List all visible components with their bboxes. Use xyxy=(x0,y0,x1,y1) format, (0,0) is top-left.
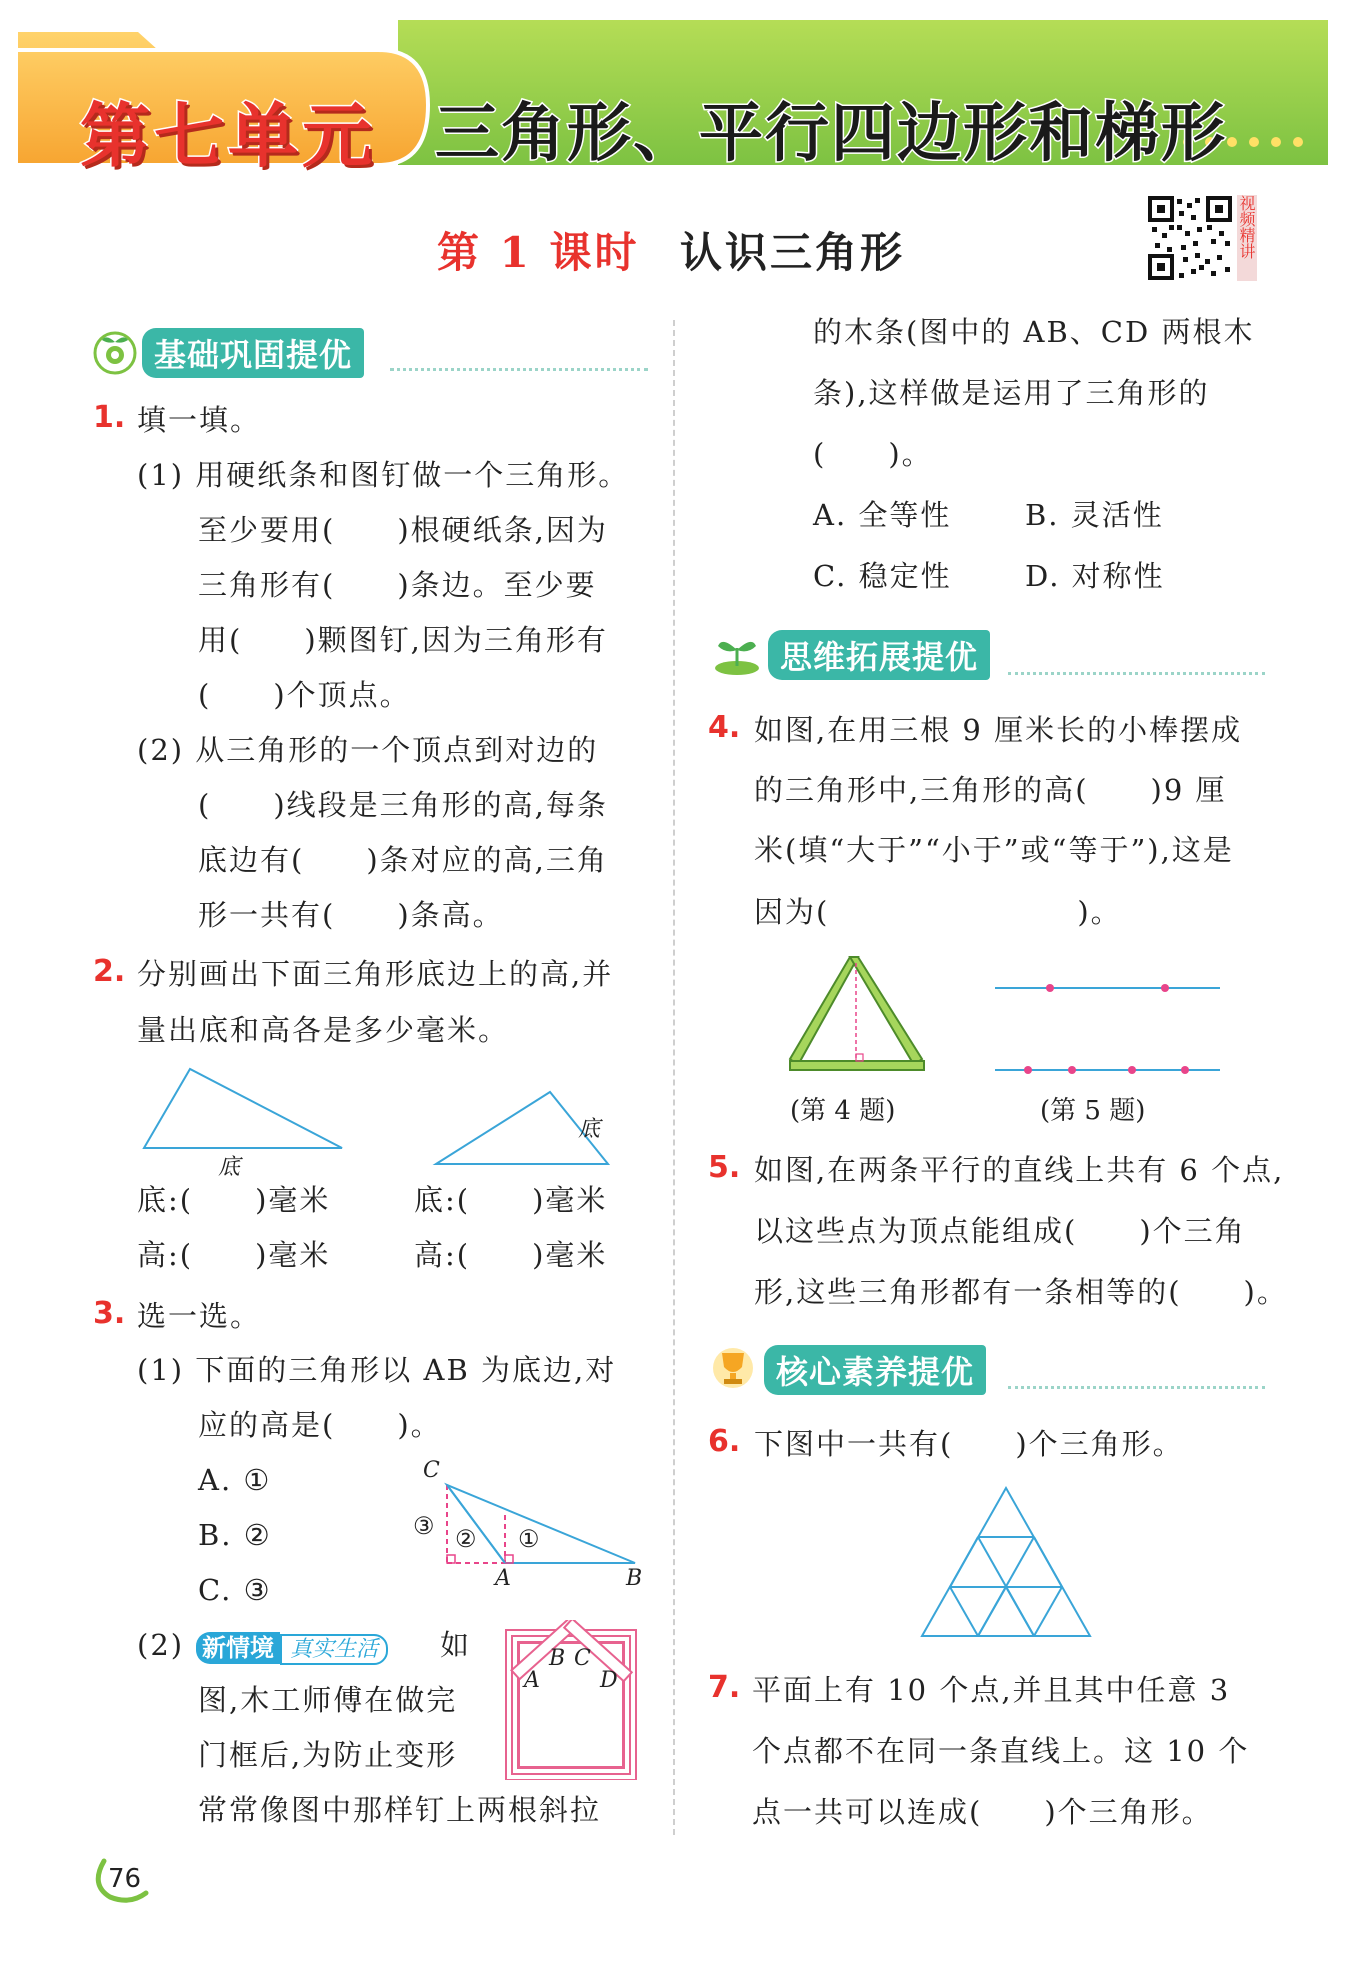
q7-line1: 平面上有 10 个点,并且其中任意 3 xyxy=(752,1673,1231,1707)
section-basic-title: 基础巩固提优 xyxy=(142,328,364,378)
lesson-title: 认识三角形 xyxy=(680,228,906,277)
vertex-a-label: A xyxy=(495,1566,511,1591)
q2-base-answer-1: 底:( )毫米 xyxy=(137,1183,331,1217)
q4-line2: 的三角形中,三角形的高( )9 厘 xyxy=(754,773,1227,807)
q7-line2: 个点都不在同一条直线上。这 10 个 xyxy=(752,1734,1250,1768)
q1-p1-line1: (1) 用硬纸条和图钉做一个三角形。 xyxy=(137,458,630,492)
height-1-label: ① xyxy=(518,1525,540,1553)
q3-option-b: B. ② xyxy=(198,1518,272,1552)
qr-code[interactable] xyxy=(1147,195,1259,281)
question-number: 7. xyxy=(708,1670,741,1705)
q3-option2-d: D. 对称性 xyxy=(1025,559,1165,593)
question-number: 3. xyxy=(93,1296,126,1331)
q5-line1: 如图,在两条平行的直线上共有 6 个点, xyxy=(754,1153,1285,1187)
q3-option-a: A. ① xyxy=(198,1463,272,1497)
unit-label: 第七单元 xyxy=(80,95,376,177)
gear-sprout-icon xyxy=(92,330,138,376)
height-3-label: ③ xyxy=(413,1512,435,1540)
q3-option2-b: B. 灵活性 xyxy=(1025,498,1164,532)
qr-label: 视频精讲 xyxy=(1237,195,1256,259)
vertex-b-label: B xyxy=(626,1566,643,1591)
base-label: 底 xyxy=(218,1155,241,1180)
q6-text: 下图中一共有( )个三角形。 xyxy=(754,1427,1184,1461)
q5-line3: 形,这些三角形都有一条相等的( )。 xyxy=(754,1275,1288,1309)
q1-p2-line4: 形一共有( )条高。 xyxy=(198,898,504,932)
column-divider xyxy=(673,320,675,1835)
section-thinking-title: 思维拓展提优 xyxy=(768,630,990,680)
q1-p1-line2: 至少要用( )根硬纸条,因为 xyxy=(198,513,608,547)
door-label-a: A xyxy=(524,1668,540,1693)
sprout-icon xyxy=(712,630,762,676)
badge-real-life: 真实生活 xyxy=(280,1634,388,1665)
question-number: 4. xyxy=(708,710,741,745)
q1-p2-line1: (2) 从三角形的一个顶点到对边的 xyxy=(137,733,599,767)
figure-caption-q4: (第 4 题) xyxy=(790,1096,896,1126)
q7-line3: 点一共可以连成( )个三角形。 xyxy=(752,1795,1213,1829)
question-number: 1. xyxy=(93,400,126,435)
q1-p1-line3: 三角形有( )条边。至少要 xyxy=(198,568,597,602)
q2-line1: 分别画出下面三角形底边上的高,并 xyxy=(137,957,614,991)
q1-p2-line2: ( )线段是三角形的高,每条 xyxy=(198,788,608,822)
q4-line1: 如图,在用三根 9 厘米长的小棒摆成 xyxy=(754,713,1243,747)
q3-p2-line3: 常常像图中那样钉上两根斜拉 xyxy=(198,1793,602,1827)
height-2-label: ② xyxy=(455,1525,477,1553)
section-rule xyxy=(390,368,648,371)
page-number: 76 xyxy=(108,1864,142,1894)
base-label: 底 xyxy=(578,1117,601,1142)
qr-code-icon xyxy=(1147,195,1233,281)
door-label-b: B xyxy=(549,1646,566,1671)
section-core-title: 核心素养提优 xyxy=(764,1345,986,1395)
q3-option2-c: C. 稳定性 xyxy=(813,559,952,593)
q3-p1-line1: (1) 下面的三角形以 AB 为底边,对 xyxy=(137,1353,617,1387)
q2-height-answer-1: 高:( )毫米 xyxy=(137,1238,331,1272)
q3-cont-line3: ( )。 xyxy=(813,437,933,471)
door-label-d: D xyxy=(600,1668,618,1693)
door-frame-figure xyxy=(498,1620,648,1780)
q1-p1-line5: ( )个顶点。 xyxy=(198,678,411,712)
stick-triangle-figure xyxy=(788,955,928,1080)
q4-line4: 因为( )。 xyxy=(754,895,1122,929)
figure-caption-q5: (第 5 题) xyxy=(1040,1096,1146,1126)
question-number: 6. xyxy=(708,1424,741,1459)
new-context-badge xyxy=(196,1628,388,1663)
q3-cont-line2: 条),这样做是运用了三角形的 xyxy=(813,376,1210,410)
question-number: 2. xyxy=(93,954,126,989)
parallel-lines-figure xyxy=(990,975,1225,1085)
q1-p2-line3: 底边有( )条对应的高,三角 xyxy=(198,843,608,877)
triangle-figure-1 xyxy=(140,1065,350,1155)
q3-title: 选一选。 xyxy=(137,1299,262,1333)
q3-p2-line1: 图,木工师傅在做完 xyxy=(198,1683,458,1717)
q3-cont-line1: 的木条(图中的 AB、CD 两根木 xyxy=(813,315,1255,349)
triangle-count-figure xyxy=(918,1485,1094,1640)
section-rule xyxy=(1008,672,1265,675)
q2-base-answer-2: 底:( )毫米 xyxy=(414,1183,608,1217)
question-number: 5. xyxy=(708,1150,741,1185)
q3-option-c: C. ③ xyxy=(198,1573,272,1607)
q3-p2-line2: 门框后,为防止变形 xyxy=(198,1738,458,1772)
q5-line2: 以这些点为顶点能组成( )个三角 xyxy=(754,1214,1246,1248)
q3-p1-line2: 应的高是( )。 xyxy=(198,1408,442,1442)
q4-line3: 米(填“大于”“小于”或“等于”),这是 xyxy=(754,833,1234,867)
door-label-c: C xyxy=(574,1646,591,1671)
q1-p1-line4: 用( )颗图钉,因为三角形有 xyxy=(198,623,608,657)
q2-height-answer-2: 高:( )毫米 xyxy=(414,1238,608,1272)
q3-p2-word: 如 xyxy=(440,1628,472,1662)
vertex-c-label: C xyxy=(423,1458,440,1483)
badge-new-context: 新情境 xyxy=(196,1632,280,1664)
q1-title: 填一填。 xyxy=(137,403,262,437)
q3-option2-a: A. 全等性 xyxy=(813,498,952,532)
height-triangle-figure xyxy=(405,1455,655,1585)
trophy-icon xyxy=(708,1345,758,1391)
q2-line2: 量出底和高各是多少毫米。 xyxy=(137,1013,510,1047)
unit-title: 三角形、平行四边形和梯形 xyxy=(435,97,1227,171)
section-rule xyxy=(1008,1386,1265,1389)
lesson-number: 第 1 课时 xyxy=(437,228,640,277)
q3-p2-prefix: (2) xyxy=(137,1628,185,1662)
